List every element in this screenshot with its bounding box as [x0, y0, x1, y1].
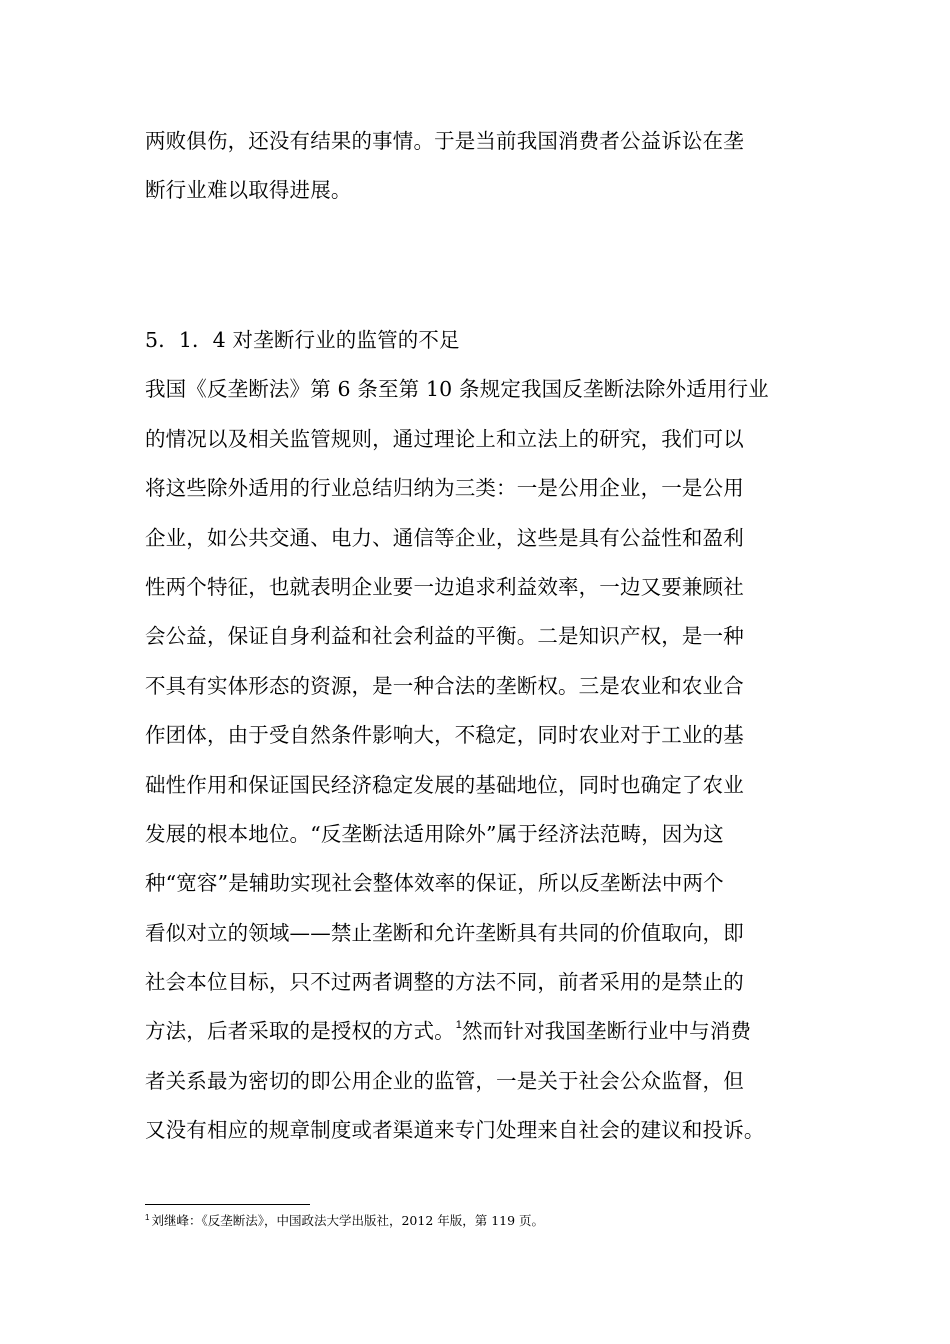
text-line: 发展的根本地位。“反垄断法适用除外”属于经济法范畴，因为这 — [145, 821, 724, 846]
text-line: 会公益，保证自身利益和社会利益的平衡。二是知识产权，是一种 — [145, 624, 744, 649]
text-line: 企业，如公共交通、电力、通信等企业，这些是具有公益性和盈利 — [145, 525, 744, 550]
text-line: 将这些除外适用的行业总结归纳为三类：一是公用企业，一是公用 — [145, 476, 744, 501]
text-line: 社会本位目标，只不过两者调整的方法不同，前者采用的是禁止的 — [145, 970, 744, 995]
text-line-with-footnote-ref — [145, 1007, 825, 1056]
text-line: 又没有相应的规章制度或者渠道来专门处理来自社会的建议和投诉。 — [145, 1118, 765, 1143]
text-line: 不具有实体形态的资源，是一种合法的垄断权。三是农业和农业合 — [145, 673, 744, 698]
text-segment: 方法，后者采取的是授权的方式。 — [145, 1019, 455, 1044]
section-5-1-4 — [145, 316, 825, 1156]
footnote-reference[interactable]: 1 — [455, 1019, 463, 1032]
text-line: 作团体，由于受自然条件影响大，不稳定，同时农业对于工业的基 — [145, 723, 744, 748]
text-line: 者关系最为密切的即公用企业的监管，一是关于社会公众监督，但 — [145, 1068, 744, 1093]
text-line: 的情况以及相关监管规则，通过理论上和立法上的研究，我们可以 — [145, 426, 744, 451]
footnote — [145, 1212, 544, 1230]
text-segment: 然而针对我国垄断行业中与消费 — [462, 1019, 752, 1044]
section-heading: 5．1．4 对垄断行业的监管的不足 — [145, 328, 460, 352]
intro-paragraph — [145, 117, 825, 216]
text-line: 种“宽容”是辅助实现社会整体效率的保证，所以反垄断法中两个 — [145, 871, 724, 896]
text-line: 断行业难以取得进展。 — [145, 178, 352, 203]
text-line: 看似对立的领域——禁止垄断和允许垄断具有共同的价值取向，即 — [145, 920, 744, 945]
text-line: 我国《反垄断法》第 6 条至第 10 条规定我国反垄断法除外适用行业 — [145, 377, 769, 402]
footnote-text: 刘继峰：《反垄断法》，中国政法大学出版社，2012 年版，第 119 页。 — [151, 1213, 545, 1228]
text-line: 础性作用和保证国民经济稳定发展的基础地位，同时也确定了农业 — [145, 772, 744, 797]
text-line: 性两个特征，也就表明企业要一边追求利益效率，一边又要兼顾社 — [145, 574, 744, 599]
footnote-marker: 1 — [145, 1213, 150, 1222]
text-line: 两败俱伤，还没有结果的事情。于是当前我国消费者公益诉讼在垄 — [145, 129, 744, 153]
footnote-separator — [145, 1204, 310, 1205]
